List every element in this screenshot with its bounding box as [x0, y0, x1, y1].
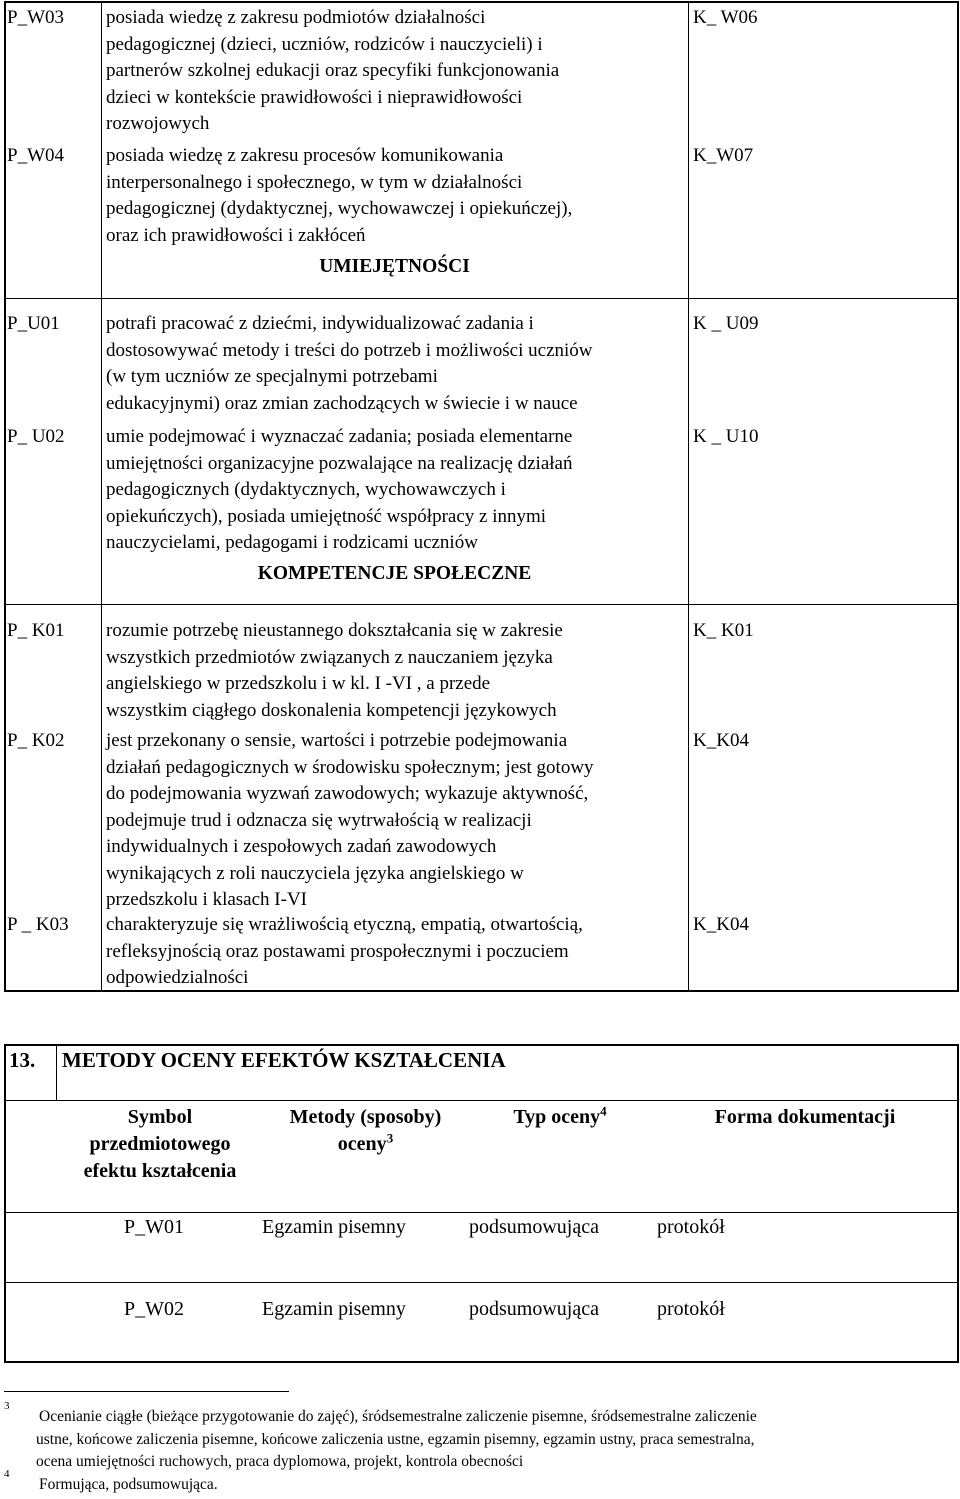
section13-border-left: [4, 1044, 6, 1363]
effect-symbol: P_ K02: [7, 730, 65, 751]
effect-description: posiada wiedzę z zakresu procesów komunikowania interpersonalnego i społecznego, w tym w działalności pedagogicznej (dydaktycznej, wychowawczej i opiekuńczej), oraz ich prawidłowości i zakłóceń: [106, 145, 573, 246]
effect-symbol: P_W04: [7, 145, 64, 166]
table-col-divider-1: [101, 1, 102, 992]
assessment-symbol: P_W02: [124, 1298, 184, 1320]
table-border-left: [4, 1, 6, 992]
assessment-type: podsumowująca: [469, 1216, 599, 1238]
effect-description: umie podejmować i wyznaczać zadania; posiada elementarne umiejętności organizacyjne pozwalające na realizację działań pedagogicznych (dydaktycznych, wychowawczych i opiekuńczych), posiada umiejętność współpracy z innymi nauczycielami, pedagogami i rodzicami uczniów: [106, 426, 573, 553]
effect-description: charakteryzuje się wrażliwością etyczną, empatią, otwartością, refleksyjnością oraz postawami prospołecznymi i poczuciem odpowiedzialności: [106, 914, 583, 988]
footnote-text: Formująca, podsumowująca.: [39, 1476, 218, 1493]
effect-description: jest przekonany o sensie, wartości i potrzebie podejmowania działań pedagogicznych w środowisku społecznym; jest gotowy do podejmowania wyzwań zawodowych; wykazuje aktywność, podejmuje trud i odznacza się wytrwałością w realizacji indywidualnych i zespołowych zadań zawodowych wynikających z roli nauczyciela języka angielskiego w przedszkolu i klasach I-VI: [106, 730, 594, 910]
section-title: METODY OCENY EFEKTÓW KSZTAŁCENIA: [62, 1048, 506, 1072]
effect-description: posiada wiedzę z zakresu podmiotów działalności pedagogicznej (dzieci, uczniów, rodziców i nauczycieli) i partnerów szkolnej edukacji oraz specyfiki funkcjonowania dzieci w kontekście prawidłowości i nieprawidłowości rozwojowych: [106, 7, 560, 134]
directional-effect-code: K_K04: [693, 914, 749, 935]
section13-number-divider: [56, 1044, 57, 1101]
effect-description: potrafi pracować z dziećmi, indywidualizować zadania i dostosowywać metody i treści do potrzeb i możliwości uczniów (w tym uczniów ze specjalnymi potrzebami edukacyjnymi) oraz zmian zachodzących w świecie i w nauce: [106, 313, 593, 414]
footnote-number: 4: [4, 1468, 10, 1480]
directional-effect-code: K _ U09: [693, 313, 759, 334]
section-number: 13.: [9, 1048, 36, 1072]
assessment-symbol: P_W01: [124, 1216, 184, 1238]
footnote-text: Ocenianie ciągłe (bieżące przygotowanie do zajęć), śródsemestralne zaliczenie pisemne, śródsemestralne zaliczenie: [39, 1408, 757, 1425]
section13-border-top: [4, 1044, 959, 1046]
footnote-number: 3: [4, 1400, 10, 1412]
section13-header-divider: [4, 1212, 959, 1213]
effect-symbol: P_U01: [7, 313, 60, 334]
assessment-method: Egzamin pisemny: [262, 1216, 406, 1238]
table-col-divider-2: [688, 1, 689, 992]
effect-symbol: P_ K01: [7, 620, 65, 641]
table-row-divider-social: [4, 604, 959, 605]
directional-effect-code: K _ U10: [693, 426, 759, 447]
effect-symbol: P_ U02: [7, 426, 65, 447]
column-header-type: Typ oceny$^4$: [513, 1103, 607, 1128]
footnote-text-continued: ustne, końcowe zaliczenia pisemne, końcowe zaliczenia ustne, egzamin pisemny, egzamin ustny, praca semestralna, ocena umiejętności ruchowych, praca dyplomowa, projekt, kontrola obecności: [36, 1431, 755, 1470]
section13-border-right: [957, 1044, 959, 1363]
assessment-documentation: protokół: [657, 1298, 725, 1320]
column-header-methods: Metody (sposoby) oceny$^3$: [289, 1106, 442, 1155]
directional-effect-code: K_K04: [693, 730, 749, 751]
effect-symbol: P_W03: [7, 7, 64, 28]
directional-effect-code: K_ W06: [693, 7, 758, 28]
table-row-divider-skills: [4, 298, 959, 299]
assessment-method: Egzamin pisemny: [262, 1298, 406, 1320]
assessment-documentation: protokół: [657, 1216, 725, 1238]
directional-effect-code: K_ K01: [693, 620, 754, 641]
section13-title-divider: [4, 1100, 959, 1101]
effect-symbol: P _ K03: [7, 914, 69, 935]
directional-effect-code: K_W07: [693, 145, 754, 166]
social-competences-heading: KOMPETENCJE SPOŁECZNE: [257, 563, 532, 584]
assessment-type: podsumowująca: [469, 1298, 599, 1320]
column-header-symbol: Symbol przedmiotowego efektu kształcenia: [83, 1106, 237, 1182]
section13-row-divider: [4, 1282, 959, 1283]
table-border-top: [4, 1, 959, 3]
table-border-right: [957, 1, 959, 992]
section13-border-bottom: [4, 1361, 959, 1363]
column-header-documentation: Forma dokumentacji: [714, 1106, 896, 1128]
footnote-separator: [4, 1391, 289, 1392]
effect-description: rozumie potrzebę nieustannego dokształcania się w zakresie wszystkich przedmiotów związanych z nauczaniem języka angielskiego w przedszkolu i w kl. I -VI , a przede wszystkim ciągłego doskonalenia kompetencji językowych: [106, 620, 563, 721]
skills-heading: UMIEJĘTNOŚCI: [319, 256, 470, 277]
